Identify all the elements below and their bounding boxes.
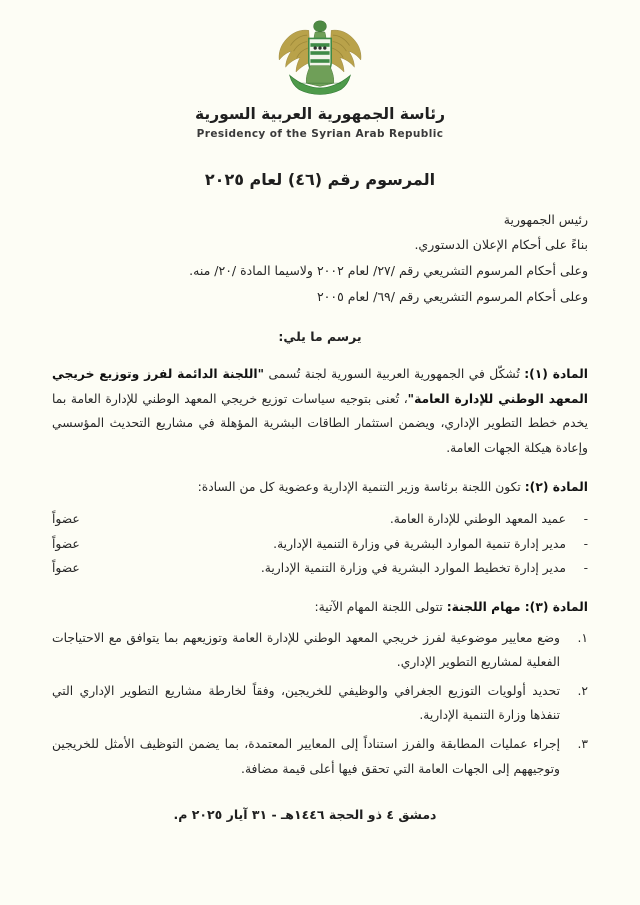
task-text: وضع معايير موضوعية لفرز خريجي المعهد الوطني للإدارة العامة وتوزيعهم بما يتوافق مع الاحتياجات الفعلية لمشاريع التطوير الإداري. xyxy=(52,630,560,670)
bullet-dash-icon: - xyxy=(583,512,588,527)
enacting-clause: يرسم ما يلي: xyxy=(278,329,362,345)
list-item xyxy=(52,556,588,581)
organization-name-arabic: رئاسة الجمهورية العربية السورية xyxy=(194,105,446,123)
member-name: عميد المعهد الوطني للإدارة العامة. xyxy=(389,512,566,527)
article-1-text-before: تُشكّل في الجمهورية العربية السورية لجنة تُسمى xyxy=(264,367,525,382)
decree-title: المرسوم رقم (٤٦) لعام ٢٠٢٥ xyxy=(204,169,436,189)
article-3 xyxy=(52,595,588,781)
article-3-text: تتولى اللجنة المهام الآتية: xyxy=(314,599,447,614)
member-role: عضواً xyxy=(52,536,80,551)
article-2 xyxy=(52,475,588,581)
article-1-body xyxy=(52,362,588,460)
issue-date-line: دمشق ٤ ذو الحجة ١٤٤٦هـ - ٣١ آيار ٢٠٢٥ م. xyxy=(173,807,437,823)
article-2-text: تكون اللجنة برئاسة وزير التنمية الإدارية وعضوية كل من السادة: xyxy=(197,479,525,494)
issuer-line: رئيس الجمهورية xyxy=(503,211,588,227)
bullet-dash-icon: - xyxy=(583,561,588,576)
task-number: ٢. xyxy=(577,683,588,698)
article-1-text-after: ، تُعنى بتوجيه سياسات توزيع خريجي المعهد الوطني للإدارة العامة بما يخدم خطط التطوير الإداري، ويضمن استثمار الطاقات البشرية المؤهلة في مشاريع التحديث المؤسسي وإعادة هيكلة الجهات العامة. xyxy=(52,391,588,455)
task-number: ٣. xyxy=(577,736,588,751)
task-number: ١. xyxy=(577,630,588,645)
organization-name-english: Presidency of the Syrian Arab Republic xyxy=(196,127,444,140)
article-2-label: المادة (٢): xyxy=(524,479,588,494)
document-header xyxy=(52,0,588,140)
list-item xyxy=(52,532,588,557)
article-3-label: المادة (٣): مهام اللجنة: xyxy=(446,599,588,614)
article-1-label: المادة (١): xyxy=(524,367,588,382)
committee-task-list xyxy=(52,626,588,782)
article-1-committee-name: "اللجنة الدائمة لفرز وتوزيع خريجي المعهد الوطني للإدارة العامة" xyxy=(52,367,589,406)
preamble-line-3: وعلى أحكام المرسوم التشريعي رقم /٦٩/ لعام ٢٠٠٥ xyxy=(316,288,588,304)
list-item xyxy=(52,679,588,728)
task-text: تحديد أولويات التوزيع الجغرافي والوظيفي للخريجين، وفقاً لخارطة مشاريع التطوير الإداري التي تنفذها وزارة التنمية الإدارية. xyxy=(52,683,560,723)
bullet-dash-icon: - xyxy=(583,536,588,551)
preamble-line-1: بناءً على أحكام الإعلان الدستوري. xyxy=(414,237,588,253)
member-name: مدير إدارة تنمية الموارد البشرية في وزارة التنمية الإدارية. xyxy=(273,536,566,551)
committee-member-list xyxy=(52,507,588,581)
member-role: عضواً xyxy=(52,512,80,527)
list-item xyxy=(52,507,588,532)
list-item xyxy=(52,732,588,781)
member-name: مدير إدارة تخطيط الموارد البشرية في وزارة التنمية الإدارية. xyxy=(260,561,566,576)
article-2-body xyxy=(52,475,588,500)
task-text: إجراء عمليات المطابقة والفرز استناداً إلى المعايير المعتمدة، بما يضمن التوظيف الأمثل للخريجين وتوجيههم إلى الجهات العامة التي تحقق فيها أعلى قيمة مضافة. xyxy=(52,736,560,776)
preamble-line-2: وعلى أحكام المرسوم التشريعي رقم /٢٧/ لعام ٢٠٠٢ ولاسيما المادة /٢٠/ منه. xyxy=(189,262,588,278)
preamble-block xyxy=(52,207,588,310)
article-1 xyxy=(52,362,588,460)
syrian-eagle-emblem-icon xyxy=(272,16,368,96)
list-item xyxy=(52,626,588,675)
article-3-body xyxy=(52,595,588,620)
member-role: عضواً xyxy=(52,561,80,576)
